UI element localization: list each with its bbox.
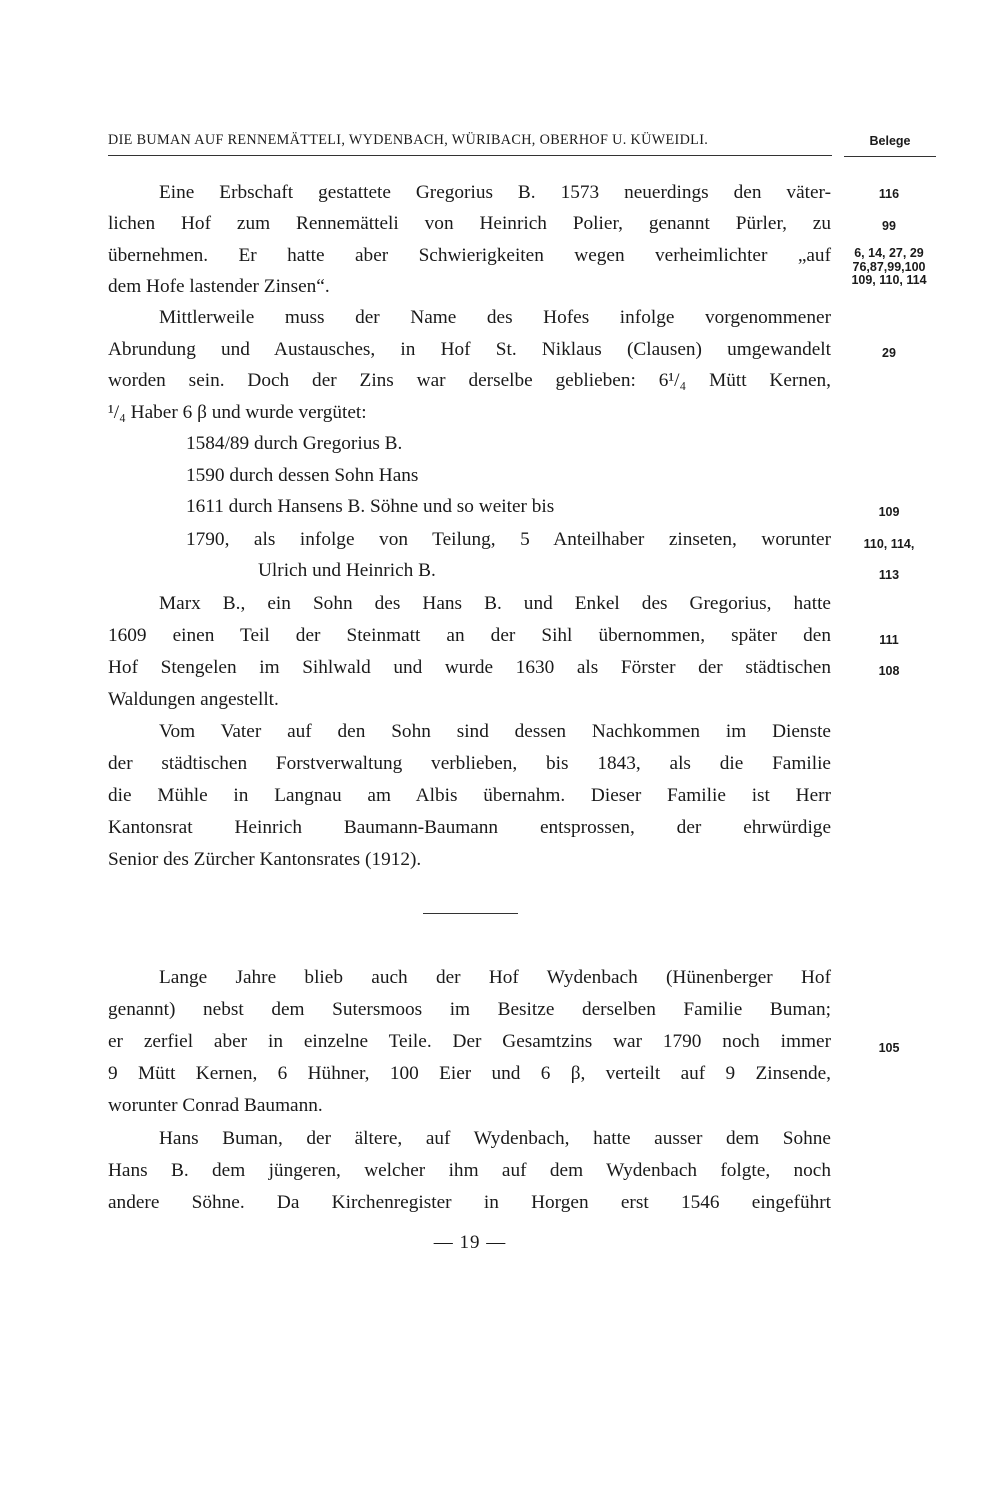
text-line: Abrundung und Austausches, in Hof St. Niklaus (Clausen) umgewandelt [108, 339, 831, 360]
text-line: Marx B., ein Sohn des Hans B. und Enkel des Gregorius, hatte [159, 593, 831, 614]
text-line: Hof Stengelen im Sihlwald und wurde 1630 als Förster der städtischen [108, 657, 831, 678]
reference-number: 76,87,99,100 [852, 259, 926, 274]
text-line: die Mühle in Langnau am Albis übernahm. Dieser Familie ist Herr [108, 785, 831, 806]
margin-reference [838, 187, 940, 201]
text-line: Vom Vater auf den Sohn sind dessen Nachkommen im Dienste [159, 721, 831, 742]
margin-reference [838, 346, 940, 360]
reference-number: 111 [879, 633, 899, 647]
margin-reference [838, 219, 940, 233]
list-item: Ulrich und Heinrich B. [258, 560, 436, 581]
margin-reference [838, 1041, 940, 1055]
text-line: Hans B. dem jüngeren, welcher ihm auf dem Wydenbach folgte, noch [108, 1160, 831, 1181]
text-line: Mittlerweile muss der Name des Hofes infolge vorgenommener [159, 307, 831, 328]
margin-reference [838, 537, 940, 551]
reference-number: 6, 14, 27, 29 [854, 246, 924, 260]
reference-number: 116 [878, 187, 900, 201]
text-line: Hans Buman, der ältere, auf Wydenbach, hatte ausser dem Sohne [159, 1128, 831, 1149]
text-line: Eine Erbschaft gestattete Gregorius B. 1573 neuerdings den väter- [159, 182, 831, 203]
text-line: der städtischen Forstverwaltung verblieben, bis 1843, als die Familie [108, 753, 831, 774]
reference-number: 99 [882, 219, 896, 233]
reference-number: 109, 110, 114 [851, 273, 927, 287]
running-head [108, 130, 938, 156]
reference-number: 113 [878, 568, 900, 582]
text-line: genannt) nebst dem Sutersmoos im Besitze derselben Familie Buman; [108, 999, 831, 1020]
text-line: worunter Conrad Baumann. [108, 1095, 323, 1116]
text-line: lichen Hof zum Rennemätteli von Heinrich Polier, genannt Pürler, zu [108, 213, 831, 234]
text-line: 1609 einen Teil der Steinmatt an der Sihl übernommen, später den [108, 625, 831, 646]
list-item: 1590 durch dessen Sohn Hans [186, 465, 419, 486]
text-line: Waldungen angestellt. [108, 689, 279, 710]
text-line: andere Söhne. Da Kirchenregister in Horgen erst 1546 eingeführt [108, 1192, 831, 1213]
margin-reference [838, 247, 940, 288]
text-line: worden sein. Doch der Zins war derselbe geblieben: 6¹/₄ Mütt Kernen, [108, 370, 831, 391]
text-line: Kantonsrat Heinrich Baumann-Baumann entsprossen, der ehrwürdige [108, 817, 831, 838]
text-line: er zerfiel aber in einzelne Teile. Der Gesamtzins war 1790 noch immer [108, 1031, 831, 1052]
reference-number: 108 [878, 664, 900, 678]
page-number: — 19 — [433, 1232, 507, 1253]
list-item: 1584/89 durch Gregorius B. [186, 433, 403, 454]
margin-reference [838, 505, 940, 519]
text-line: Senior des Zürcher Kantonsrates (1912). [108, 849, 422, 870]
margin-reference [838, 664, 940, 678]
reference-number: 110, 114, [863, 537, 915, 551]
running-title: DIE BUMAN AUF RENNEMÄTTELI, WYDENBACH, WÜRIBACH, OBERHOF U. KÜWEIDLI. [108, 132, 832, 156]
text-line: dem Hofe lastender Zinsen“. [108, 276, 330, 297]
text-line: 9 Mütt Kernen, 6 Hühner, 100 Eier und 6 β, verteilt auf 9 Zinsende, [108, 1063, 831, 1084]
margin-reference [838, 633, 940, 647]
text-line: ¹/₄ Haber 6 β und wurde vergütet: [108, 402, 367, 423]
list-item: 1790, als infolge von Teilung, 5 Anteilhaber zinseten, worunter [186, 529, 831, 550]
reference-number: 105 [878, 1041, 900, 1055]
margin-column-title: Belege [844, 134, 936, 157]
margin-reference [838, 568, 940, 582]
section-divider [423, 913, 518, 914]
list-item: 1611 durch Hansens B. Söhne und so weiter bis [186, 496, 555, 517]
text-line: übernehmen. Er hatte aber Schwierigkeiten wegen verheimlichter „auf [108, 245, 831, 266]
reference-number: 109 [878, 505, 900, 519]
reference-number: 29 [882, 346, 896, 360]
text-line: Lange Jahre blieb auch der Hof Wydenbach (Hünenberger Hof [159, 967, 831, 988]
